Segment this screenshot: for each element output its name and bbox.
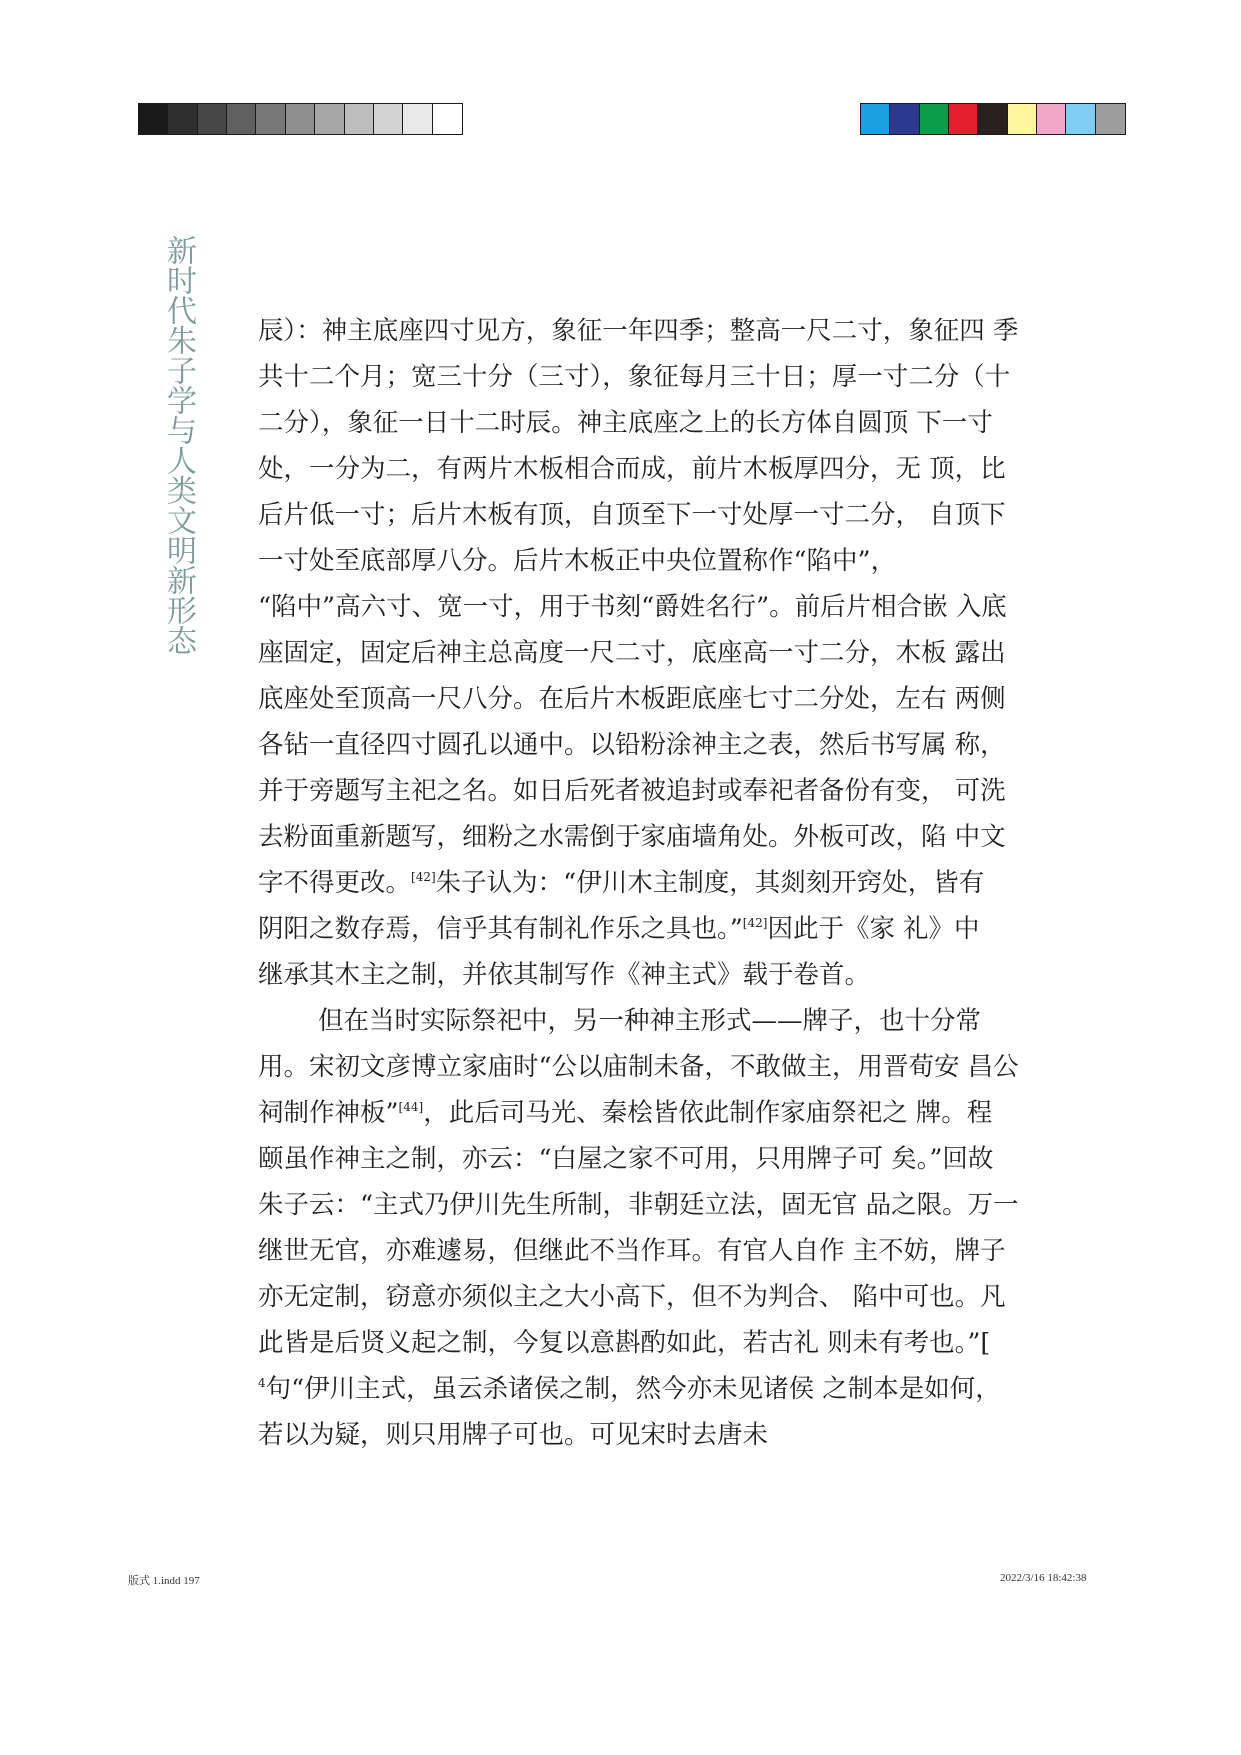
text-segment: 继承其木主之制，并依其制写作《神主式》载于卷首。 <box>258 960 871 990</box>
text-line <box>258 1274 1006 1320</box>
text-segment: 句“伊川主式，虽云杀诸侯之制，然今亦未见诸侯 之制本是如何， <box>265 1374 1001 1404</box>
citation-marker: 4 <box>258 1376 266 1390</box>
running-head-vertical-title: 新时代朱子学与人类文明新形态 <box>161 235 196 655</box>
text-line <box>258 400 998 446</box>
text-line <box>258 1044 1019 1090</box>
color-swatch <box>1008 104 1037 134</box>
grayscale-registration-strip <box>138 103 463 135</box>
footer-file-info: 版式 1.indd 197 <box>128 1575 200 1587</box>
text-segment: ，此后司马光、秦桧皆依此制作家庙祭祀之 牌。程 <box>423 1098 993 1128</box>
text-line <box>258 768 1006 814</box>
text-line <box>258 584 1007 630</box>
text-line <box>258 538 998 584</box>
text-segment: 继世无官，亦难遽易，但继此不当作耳。有官人自作 主不妨，牌子 <box>258 1236 1006 1266</box>
text-segment: 因此于《家 礼》中 <box>767 914 980 944</box>
text-segment: 字不得更改。 <box>258 868 412 898</box>
text-segment: 各钻一直径四寸圆孔以通中。以铅粉涂神主之表，然后书写属 称， <box>258 730 1006 760</box>
color-swatch <box>861 104 890 134</box>
gray-swatch <box>403 104 432 134</box>
text-line <box>258 1320 998 1366</box>
gray-swatch <box>345 104 374 134</box>
text-line <box>258 952 998 998</box>
body-text <box>258 308 1019 1458</box>
text-line <box>258 1366 1001 1412</box>
color-swatch <box>920 104 949 134</box>
text-segment: “陷中”高六寸、宽一寸，用于书刻“爵姓名行”。前后片相合嵌 入底 <box>258 592 1007 622</box>
color-swatch <box>949 104 978 134</box>
text-line <box>258 1412 998 1458</box>
color-registration-strip <box>860 103 1126 135</box>
text-line <box>258 860 998 906</box>
text-line <box>258 998 998 1044</box>
text-line <box>258 630 1006 676</box>
gray-swatch <box>286 104 315 134</box>
gray-swatch <box>374 104 403 134</box>
text-segment: 一寸处至底部厚八分。后片木板正中央位置称作“陷中”， <box>258 546 897 576</box>
gray-swatch <box>433 104 462 134</box>
text-line <box>258 1228 1006 1274</box>
text-segment: 朱子云：“主式乃伊川先生所制，非朝廷立法，固无官 品之限。万一 <box>258 1190 1019 1220</box>
text-line <box>258 308 1019 354</box>
text-segment: 座固定，固定后神主总高度一尺二寸，底座高一寸二分，木板 露出 <box>258 638 1006 668</box>
footer-timestamp: 2022/3/16 18:42:38 <box>1000 1572 1087 1584</box>
text-line <box>258 446 1006 492</box>
text-segment: 若以为疑，则只用牌子可也。可见宋时去唐未 <box>258 1420 769 1450</box>
text-line <box>258 1182 1019 1228</box>
gray-swatch <box>256 104 285 134</box>
text-line <box>258 676 1006 722</box>
text-segment: 阴阳之数存焉，信乎其有制礼作乐之具也。” <box>258 914 743 944</box>
gray-swatch <box>139 104 168 134</box>
text-line <box>258 722 1006 768</box>
text-segment: 此皆是后贤义起之制，今复以意斟酌如此，若古礼 则未有考也。”[ <box>258 1328 991 1358</box>
text-line <box>258 1090 998 1136</box>
text-segment: 底座处至顶高一尺八分。在后片木板距底座七寸二分处，左右 两侧 <box>258 684 1006 714</box>
text-segment: 但在当时实际祭祀中，另一种神主形式——牌子，也十分常 <box>318 1006 982 1036</box>
citation-marker: [44] <box>398 1100 424 1114</box>
text-line <box>258 354 1011 400</box>
text-line <box>258 906 998 952</box>
text-segment: 祠制作神板” <box>258 1098 399 1128</box>
text-segment: 后片低一寸；后片木板有顶，自顶至下一寸处厚一寸二分， 自顶下 <box>258 500 1006 530</box>
text-segment: 处，一分为二，有两片木板相合而成，前片木板厚四分，无 顶，比 <box>258 454 1006 484</box>
text-segment: 亦无定制，窃意亦须似主之大小高下，但不为判合、 陷中可也。凡 <box>258 1282 1006 1312</box>
citation-marker: [42] <box>411 870 436 884</box>
text-segment: 朱子认为：“伊川木主制度，其剡刻开窍处，皆有 <box>435 868 985 898</box>
text-segment: 并于旁题写主祀之名。如日后死者被追封或奉祀者备份有变， 可洗 <box>258 776 1006 806</box>
gray-swatch <box>227 104 256 134</box>
gray-swatch <box>168 104 197 134</box>
color-swatch <box>1037 104 1066 134</box>
citation-marker: [42] <box>742 916 768 930</box>
gray-swatch <box>198 104 227 134</box>
text-segment: 去粉面重新题写，细粉之水需倒于家庙墙角处。外板可改，陷 中文 <box>258 822 1006 852</box>
color-swatch <box>978 104 1007 134</box>
text-segment: 共十二个月；宽三十分（三寸），象征每月三十日；厚一寸二分（十 <box>258 362 1011 392</box>
text-segment: 用。宋初文彦博立家庙时“公以庙制未备，不敢做主，用晋荀安 昌公 <box>258 1052 1019 1082</box>
gray-swatch <box>315 104 344 134</box>
color-swatch <box>890 104 919 134</box>
text-segment: 颐虽作神主之制，亦云：“白屋之家不可用，只用牌子可 矣。”回故 <box>258 1144 994 1174</box>
text-segment: 辰）：神主底座四寸见方，象征一年四季；整高一尺二寸，象征四 季 <box>258 316 1019 346</box>
text-segment: 二分），象征一日十二时辰。神主底座之上的长方体自圆顶 下一寸 <box>258 408 993 438</box>
color-swatch <box>1096 104 1125 134</box>
text-line <box>258 814 1006 860</box>
text-line <box>258 492 1006 538</box>
text-line <box>258 1136 998 1182</box>
color-swatch <box>1066 104 1095 134</box>
